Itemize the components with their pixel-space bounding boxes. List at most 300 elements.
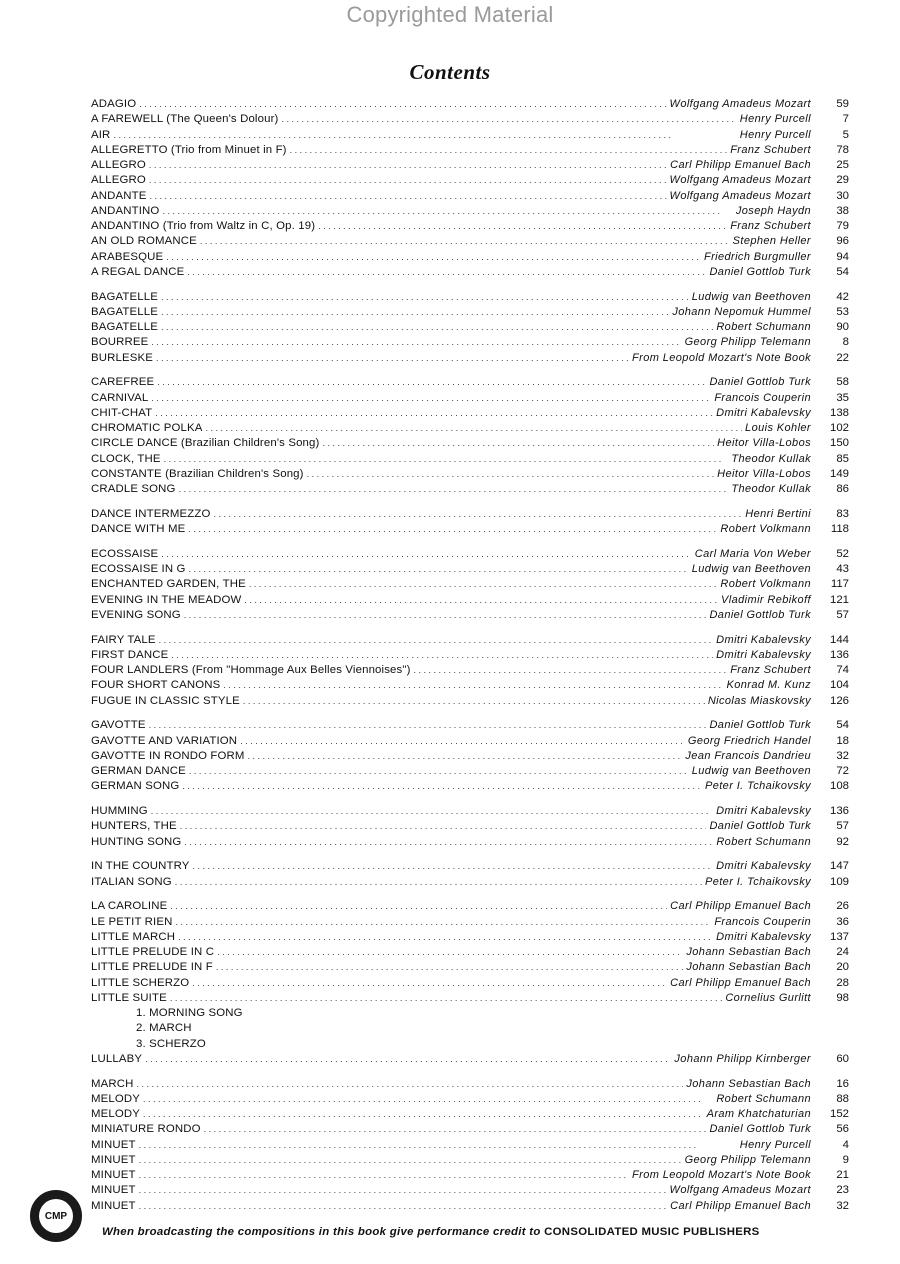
entry-title: BOURREE [91, 336, 149, 349]
dot-leader [157, 375, 706, 390]
dot-leader [166, 250, 701, 265]
entry-title: ANDANTE [91, 189, 147, 202]
dot-leader [281, 112, 736, 127]
entry-title: BAGATELLE [91, 305, 158, 318]
entry-title: DANCE INTERMEZZO [91, 507, 211, 520]
entry-page-number: 88 [836, 1092, 849, 1105]
contents-entry [91, 1107, 849, 1122]
entry-page-number: 109 [829, 875, 849, 888]
entry-composer: Francois Couperin [714, 391, 811, 404]
entry-composer: Georg Philipp Telemann [684, 336, 811, 349]
entry-title: LITTLE PRELUDE IN F [91, 961, 213, 974]
entry-title: GAVOTTE [91, 719, 146, 732]
contents-entry [91, 265, 849, 280]
entry-composer: Dmitri Kabalevsky [716, 930, 811, 943]
entry-title: CHROMATIC POLKA [91, 422, 203, 434]
entry-title: ADAGIO [91, 98, 137, 110]
dot-leader [151, 335, 681, 350]
entry-composer: Jean Francois Dandrieu [685, 749, 811, 762]
dot-leader [155, 406, 713, 421]
entry-page-number: 92 [836, 835, 849, 848]
entry-composer: Peter I. Tchaikovsky [704, 780, 811, 793]
entry-composer: Wolfgang Amadeus Mozart [669, 1184, 811, 1197]
entry-composer: Ludwig van Beethoven [691, 563, 811, 575]
entry-page-number: 57 [836, 820, 849, 833]
entry-composer: Wolfgang Amadeus Mozart [669, 189, 811, 202]
dot-leader [189, 562, 689, 577]
entry-page-number: 24 [836, 946, 849, 958]
entry-page-number: 98 [836, 991, 849, 1004]
dot-leader [322, 436, 714, 451]
dot-leader [161, 305, 669, 320]
dot-leader [164, 452, 729, 467]
dot-leader [188, 522, 717, 537]
entry-composer: Dmitri Kabalevsky [716, 633, 811, 646]
entry-composer: Robert Volkmann [720, 523, 811, 535]
entry-composer: Daniel Gottlob Turk [709, 820, 811, 833]
entry-title: CHIT-CHAT [91, 406, 153, 419]
entry-title: MINUET [91, 1199, 136, 1212]
dot-leader [149, 718, 707, 733]
contents-entry [91, 482, 849, 497]
entry-page-number: 57 [836, 608, 849, 621]
dot-leader [145, 1052, 671, 1067]
contents-entry [91, 648, 849, 663]
entry-title: HUNTERS, THE [91, 820, 177, 833]
entry-title: ECOSSAISE [91, 547, 159, 560]
dot-leader [243, 694, 705, 709]
entry-title: ALLEGRO [91, 159, 146, 171]
dot-leader [151, 804, 713, 819]
entry-page-number: 22 [836, 351, 849, 364]
group-spacer [91, 537, 849, 547]
entry-title: LITTLE PRELUDE IN C [91, 946, 215, 958]
entry-title: BURLESKE [91, 351, 153, 364]
entry-composer: From Leopold Mozart's Note Book [632, 1169, 811, 1181]
contents-entry [91, 562, 849, 577]
contents-entry [91, 1122, 849, 1137]
entry-title: AIR [91, 128, 111, 141]
contents-entry [91, 915, 849, 930]
entry-composer: Dmitri Kabalevsky [716, 805, 811, 817]
contents-entry [91, 976, 849, 991]
contents-entry [91, 749, 849, 764]
entry-page-number: 4 [842, 1138, 849, 1151]
dot-leader [249, 577, 718, 592]
dot-leader [170, 899, 667, 914]
dot-leader [137, 1077, 684, 1092]
entry-composer: Vladimir Rebikoff [721, 593, 811, 606]
entry-title: MELODY [91, 1092, 141, 1105]
entry-composer: Franz Schubert [730, 664, 811, 676]
group-spacer [91, 497, 849, 507]
publisher-logo [30, 1190, 82, 1242]
contents-entry [91, 1153, 849, 1168]
entry-page-number: 42 [836, 290, 849, 303]
contents-entry [91, 219, 849, 234]
contents-entry [91, 467, 849, 482]
entry-title: LITTLE SUITE [91, 991, 167, 1004]
entry-composer: Daniel Gottlob Turk [709, 376, 811, 389]
entry-composer: Franz Schubert [730, 143, 811, 156]
dot-leader [162, 204, 732, 219]
contents-entry [91, 335, 849, 350]
entry-composer: Georg Friedrich Handel [687, 734, 811, 747]
entry-title: ECOSSAISE IN G [91, 563, 186, 575]
entry-composer: Johann Sebastian Bach [686, 946, 811, 958]
entry-title: CRADLE SONG [91, 483, 176, 495]
dot-leader [217, 945, 683, 960]
group-spacer [91, 366, 849, 376]
entry-composer: Daniel Gottlob Turk [709, 608, 811, 621]
entry-title: IN THE COUNTRY [91, 860, 190, 873]
dot-leader [143, 1092, 713, 1107]
entry-page-number: 126 [829, 694, 849, 707]
entry-composer: Konrad M. Kunz [726, 679, 811, 692]
entry-page-number: 38 [836, 204, 849, 217]
contents-entry [91, 1077, 849, 1092]
entry-title: CLOCK, THE [91, 452, 161, 465]
entry-page-number: 20 [836, 961, 849, 974]
dot-leader [216, 960, 684, 975]
entry-page-number: 79 [836, 220, 849, 232]
dot-leader [307, 467, 715, 482]
contents-entry [91, 663, 849, 678]
entry-page-number: 137 [829, 930, 849, 943]
entry-composer: Robert Schumann [716, 1092, 811, 1105]
contents-entry [91, 734, 849, 749]
entry-composer: Johann Sebastian Bach [686, 961, 811, 974]
footer-publisher: CONSOLIDATED MUSIC PUBLISHERS [544, 1226, 760, 1238]
contents-entry [91, 452, 849, 467]
dot-leader [149, 158, 667, 173]
dot-leader [139, 1168, 629, 1183]
contents-subentry [91, 1006, 849, 1021]
entry-title: GERMAN SONG [91, 780, 180, 793]
entry-page-number: 30 [836, 189, 849, 202]
entry-composer: Dmitri Kabalevsky [716, 648, 811, 661]
entry-composer: Johann Philipp Kirnberger [674, 1052, 811, 1065]
entry-composer: Robert Volkmann [720, 578, 811, 591]
entry-page-number: 32 [836, 1199, 849, 1212]
entry-page-number: 56 [836, 1123, 849, 1136]
copyright-watermark: Copyrighted Material [346, 2, 554, 27]
contents-entry [91, 577, 849, 592]
entry-title: DANCE WITH ME [91, 523, 186, 535]
contents-entry [91, 204, 849, 219]
contents-entry [91, 547, 849, 562]
contents-entry [91, 234, 849, 249]
entry-title: LITTLE MARCH [91, 930, 176, 943]
entry-title: EVENING SONG [91, 608, 181, 621]
entry-page-number: 32 [836, 749, 849, 762]
contents-entry [91, 1052, 849, 1067]
dot-leader [161, 290, 689, 305]
entry-composer: Henri Bertini [745, 507, 811, 520]
entry-title: MINUET [91, 1169, 136, 1181]
dot-leader [139, 1183, 667, 1198]
dot-leader [179, 482, 729, 497]
entry-composer: Cornelius Gurlitt [725, 991, 811, 1004]
entry-title: EVENING IN THE MEADOW [91, 593, 242, 606]
entry-page-number: 54 [836, 719, 849, 732]
entry-title: MELODY [91, 1108, 141, 1120]
entry-composer: Ludwig van Beethoven [691, 765, 811, 777]
dot-leader [170, 991, 722, 1006]
contents-entry [91, 189, 849, 204]
dot-leader [182, 779, 702, 794]
entry-composer: Aram Khatchaturian [706, 1108, 811, 1120]
entry-composer: Franz Schubert [730, 220, 811, 232]
entry-page-number: 104 [829, 679, 849, 692]
entry-title: ANDANTINO (Trio from Waltz in C, Op. 19) [91, 220, 316, 232]
entry-page-number: 9 [842, 1153, 849, 1166]
entry-page-number: 121 [829, 593, 849, 606]
contents-entry [91, 875, 849, 890]
contents-entry [91, 1092, 849, 1107]
contents-entry [91, 593, 849, 608]
dot-leader [171, 648, 713, 663]
contents-entry [91, 158, 849, 173]
entry-title: HUNTING SONG [91, 835, 182, 848]
entry-page-number: 5 [842, 128, 849, 141]
contents-entry [91, 633, 849, 648]
entry-page-number: 28 [836, 976, 849, 989]
dot-leader [206, 421, 743, 436]
entry-composer: Peter I. Tchaikovsky [704, 875, 811, 888]
group-spacer [91, 709, 849, 719]
entry-title: LITTLE SCHERZO [91, 976, 190, 989]
entry-title: LULLABY [91, 1052, 143, 1065]
entry-page-number: 16 [836, 1077, 849, 1090]
entry-composer: Carl Philipp Emanuel Bach [670, 900, 811, 913]
dot-leader [178, 930, 713, 945]
entry-composer: Heitor Villa-Lobos [717, 437, 811, 450]
contents-entry [91, 899, 849, 914]
entry-title: GAVOTTE AND VARIATION [91, 734, 238, 747]
entry-composer: Daniel Gottlob Turk [709, 265, 811, 278]
entry-page-number: 52 [836, 547, 849, 560]
entry-composer: Robert Schumann [716, 835, 811, 848]
entry-page-number: 136 [829, 805, 849, 817]
dot-leader [139, 1138, 737, 1153]
contents-entry [91, 97, 849, 112]
entry-page-number: 25 [836, 159, 849, 171]
dot-leader [193, 859, 714, 874]
contents-entry [91, 859, 849, 874]
group-spacer [91, 890, 849, 900]
entry-page-number: 26 [836, 900, 849, 913]
entry-composer: Heitor Villa-Lobos [717, 467, 811, 480]
entry-page-number: 54 [836, 265, 849, 278]
entry-page-number: 18 [836, 734, 849, 747]
contents-entry [91, 804, 849, 819]
entry-title: CARNIVAL [91, 391, 149, 404]
entry-title: 3. SCHERZO [136, 1037, 206, 1050]
group-spacer [91, 850, 849, 860]
entry-composer: Daniel Gottlob Turk [709, 719, 811, 732]
contents-entry [91, 779, 849, 794]
entry-composer: Louis Kohler [745, 422, 811, 434]
entry-title: ANDANTINO [91, 204, 160, 217]
entry-composer: Theodor Kullak [731, 452, 811, 465]
contents-entry [91, 406, 849, 421]
entry-composer: Dmitri Kabalevsky [716, 406, 811, 419]
entry-title: 2. MARCH [136, 1022, 192, 1035]
entry-composer: Johann Sebastian Bach [686, 1077, 811, 1090]
group-spacer [91, 1067, 849, 1077]
entry-page-number: 152 [829, 1108, 849, 1120]
dot-leader [189, 764, 689, 779]
entry-title: HUMMING [91, 805, 148, 817]
contents-entry [91, 835, 849, 850]
entry-composer: Robert Schumann [716, 321, 811, 333]
entry-page-number: 136 [829, 648, 849, 661]
entry-composer: Dmitri Kabalevsky [716, 860, 811, 873]
entry-composer: Ludwig van Beethoven [691, 290, 811, 303]
entry-composer: Daniel Gottlob Turk [709, 1123, 811, 1136]
entry-title: BAGATELLE [91, 290, 158, 303]
entry-composer: Wolfgang Amadeus Mozart [669, 98, 811, 110]
entry-page-number: 36 [836, 915, 849, 928]
entry-title: LE PETIT RIEN [91, 915, 173, 928]
entry-page-number: 58 [836, 376, 849, 389]
entry-page-number: 23 [836, 1184, 849, 1197]
dot-leader [149, 173, 667, 188]
entry-page-number: 72 [836, 765, 849, 777]
entry-title: A FAREWELL (The Queen's Dolour) [91, 113, 279, 126]
contents-entry [91, 991, 849, 1006]
contents-entry [91, 112, 849, 127]
entry-page-number: 59 [836, 98, 849, 110]
entry-page-number: 83 [836, 507, 849, 520]
dot-leader [204, 1122, 707, 1137]
entry-title: MINUET [91, 1184, 136, 1197]
dot-leader [139, 1153, 682, 1168]
dot-leader [176, 915, 712, 930]
contents-list [91, 97, 849, 1214]
entry-composer: Henry Purcell [739, 113, 811, 126]
contents-entry [91, 1138, 849, 1153]
entry-composer: Francois Couperin [714, 915, 811, 928]
entry-page-number: 29 [836, 174, 849, 187]
entry-composer: Carl Maria Von Weber [694, 547, 811, 560]
entry-page-number: 74 [836, 664, 849, 676]
entry-composer: Carl Philipp Emanuel Bach [670, 976, 811, 989]
entry-composer: Carl Philipp Emanuel Bach [670, 1199, 811, 1212]
entry-title: BAGATELLE [91, 321, 158, 333]
entry-page-number: 86 [836, 483, 849, 495]
contents-entry [91, 694, 849, 709]
dot-leader [151, 391, 711, 406]
entry-title: ENCHANTED GARDEN, THE [91, 578, 246, 591]
contents-entry [91, 305, 849, 320]
entry-composer: Stephen Heller [732, 235, 811, 248]
entry-title: A REGAL DANCE [91, 265, 185, 278]
contents-entry [91, 608, 849, 623]
dot-leader [192, 976, 667, 991]
entry-composer: Johann Nepomuk Hummel [672, 305, 811, 318]
contents-entry [91, 351, 849, 366]
entry-composer: Henry Purcell [739, 1138, 811, 1151]
entry-title: AN OLD ROMANCE [91, 235, 197, 248]
entry-page-number: 144 [829, 633, 849, 646]
contents-entry [91, 764, 849, 779]
entry-page-number: 118 [830, 523, 849, 535]
contents-entry [91, 718, 849, 733]
contents-entry [91, 1199, 849, 1214]
contents-entry [91, 1168, 849, 1183]
entry-page-number: 90 [836, 321, 849, 333]
page-title: Contents [409, 60, 491, 84]
dot-leader [414, 663, 728, 678]
entry-page-number: 8 [842, 336, 849, 349]
entry-page-number: 7 [842, 113, 849, 126]
contents-entry [91, 143, 849, 158]
entry-page-number: 60 [836, 1052, 849, 1065]
dot-leader [187, 265, 706, 280]
entry-title: CONSTANTE (Brazilian Children's Song) [91, 467, 304, 480]
entry-title: FAIRY TALE [91, 633, 156, 646]
entry-title: ITALIAN SONG [91, 875, 172, 888]
dot-leader [159, 633, 714, 648]
group-spacer [91, 623, 849, 633]
footer-note [102, 1226, 842, 1238]
contents-entry [91, 173, 849, 188]
entry-composer: Joseph Haydn [735, 204, 811, 217]
entry-page-number: 117 [830, 578, 849, 591]
publisher-logo-text: CMP [39, 1199, 73, 1233]
contents-entry [91, 290, 849, 305]
entry-composer: Friedrich Burgmuller [703, 250, 811, 263]
dot-leader [139, 97, 666, 112]
entry-page-number: 53 [836, 305, 849, 318]
dot-leader [180, 819, 707, 834]
entry-page-number: 147 [829, 860, 849, 873]
dot-leader [143, 1107, 704, 1122]
dot-leader [223, 678, 723, 693]
contents-entry [91, 960, 849, 975]
entry-title: CIRCLE DANCE (Brazilian Children's Song) [91, 437, 320, 450]
entry-page-number: 102 [829, 422, 849, 434]
entry-page-number: 150 [829, 437, 849, 450]
contents-entry [91, 507, 849, 522]
entry-page-number: 96 [836, 235, 849, 248]
dot-leader [244, 593, 718, 608]
contents-entry [91, 320, 849, 335]
contents-entry [91, 678, 849, 693]
contents-entry [91, 250, 849, 265]
entry-page-number: 138 [829, 406, 849, 419]
contents-subentry [91, 1021, 849, 1036]
entry-title: 1. MORNING SONG [136, 1007, 243, 1019]
contents-entry [91, 421, 849, 436]
dot-leader [113, 128, 736, 143]
entry-page-number: 94 [836, 250, 849, 263]
entry-composer: Wolfgang Amadeus Mozart [669, 174, 811, 187]
dot-leader [139, 1199, 668, 1214]
entry-page-number: 78 [836, 143, 849, 156]
entry-composer: Georg Philipp Telemann [684, 1153, 811, 1166]
dot-leader [240, 734, 685, 749]
dot-leader [156, 351, 629, 366]
dot-leader [184, 835, 713, 850]
group-spacer [91, 280, 849, 290]
contents-entry [91, 391, 849, 406]
entry-title: LA CAROLINE [91, 900, 168, 913]
contents-subentry [91, 1037, 849, 1052]
dot-leader [290, 143, 728, 158]
